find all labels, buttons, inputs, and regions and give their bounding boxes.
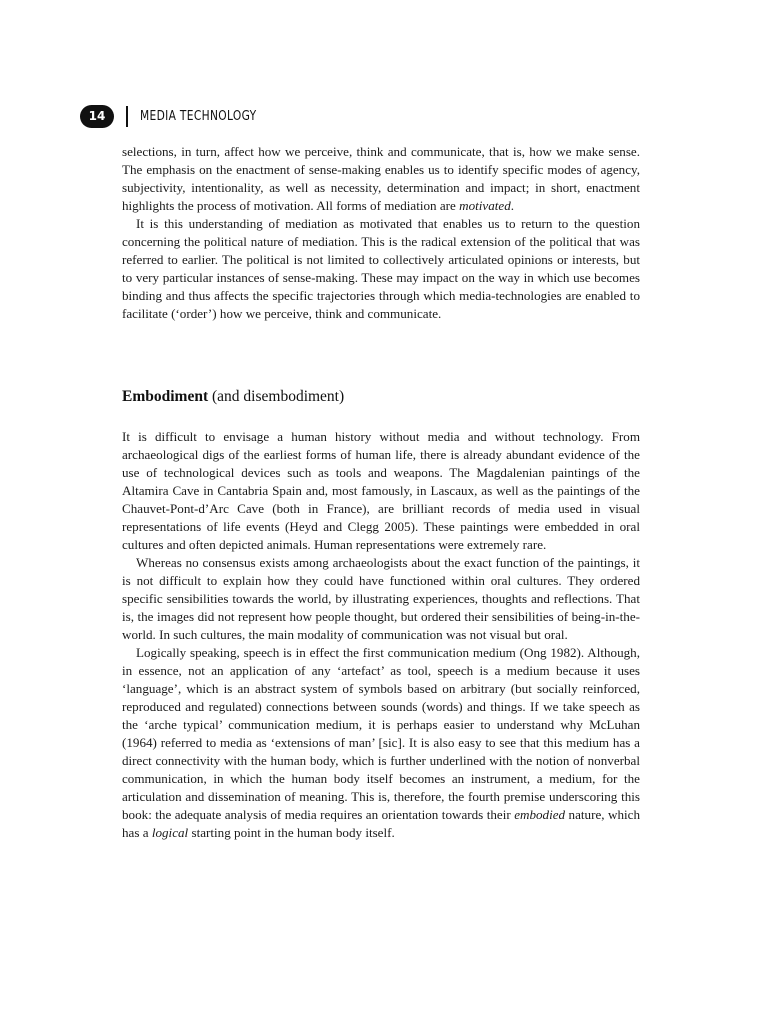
header-divider: [126, 106, 128, 127]
running-title: MEDIA TECHNOLOGY: [140, 108, 257, 124]
running-header: [80, 103, 282, 129]
section-paragraph-2: Whereas no consensus exists among archaeologists about the exact function of the paintings, it is not difficult to explain how they could have functioned within oral cultures. They ordered specific sensibilities towards the world, by illustrating experiences, thoughts and reflections. That is, the images did not represent how people thought, but ordered their sensibilities of being-in-the-world. In such cultures, the main modality of communication was not visual but oral.: [122, 555, 640, 642]
page-number-badge: [80, 105, 114, 128]
emphasis-logical: logical: [151, 825, 189, 840]
emphasis-motivated: motivated: [459, 198, 511, 213]
intro-paragraph-1: selections, in turn, affect how we perceive, think and communicate, that is, how we make sense. The emphasis on the enactment of sense-making enables us to identify specific modes of agency, subjectivity, intentionality, as well as necessity, determination and impact; in short, enactment highlights the process of motivation. All forms of mediation are motivated.: [122, 144, 640, 213]
intro-paragraph-2: It is this understanding of mediation as motivated that enables us to return to the question concerning the political nature of mediation. This is the radical extension of the political that was referred to earlier. The political is not limited to collectively articulated opinions or interests, but to very particular instances of sense-making. These may impact on the way in which use becomes binding and thus affects the specific trajectories through which media-technologies are enabled to facilitate (‘order’) how we perceive, think and communicate.: [122, 216, 640, 321]
section-paragraph-3: Logically speaking, speech is in effect the first communication medium (Ong 1982). Although, in essence, not an application of any ‘artefact’ as tool, speech is a medium because it uses ‘language’, which is an abstract system of symbols based on arbitrary (but socially reinforced, reproduced and regulated) connections between sounds (words) and things. If we take speech as the ‘arche typical’ communication medium, it is perhaps easier to understand why McLuhan (1964) referred to media as ‘extensions of man’ [sic]. It is also easy to see that this medium has a direct connectivity with the human body, which is further underlined with the notion of nonverbal communication, in which the human body itself becomes an instrument, a medium, for the articulation and dissemination of meaning. This is, therefore, the fourth premise underscoring this book: the adequate analysis of media requires an orientation towards their embodied nature, which has a logical starting point in the human body itself.: [122, 645, 640, 840]
emphasis-embodied: embodied: [514, 807, 566, 822]
section-paragraph-1: It is difficult to envisage a human history without media and without technology. From archaeological digs of the earliest forms of human life, there is already abundant evidence of the use of technological devices such as tools and weapons. The Magdalenian paintings of the Altamira Cave in Cantabria Spain and, most famously, in Lascaux, as well as the paintings of the Chauvet-Pont-d’Arc Cave (both in France), are brilliant records of media used in visual representations of life events (Heyd and Clegg 2005). These paintings were embedded in oral cultures and often depicted animals. Human representations were extremely rare.: [122, 429, 640, 552]
section-body: [122, 428, 640, 842]
intro-text: [122, 143, 640, 323]
page-number: 14: [88, 109, 106, 123]
section-heading: Embodiment (and disembodiment): [122, 388, 345, 405]
